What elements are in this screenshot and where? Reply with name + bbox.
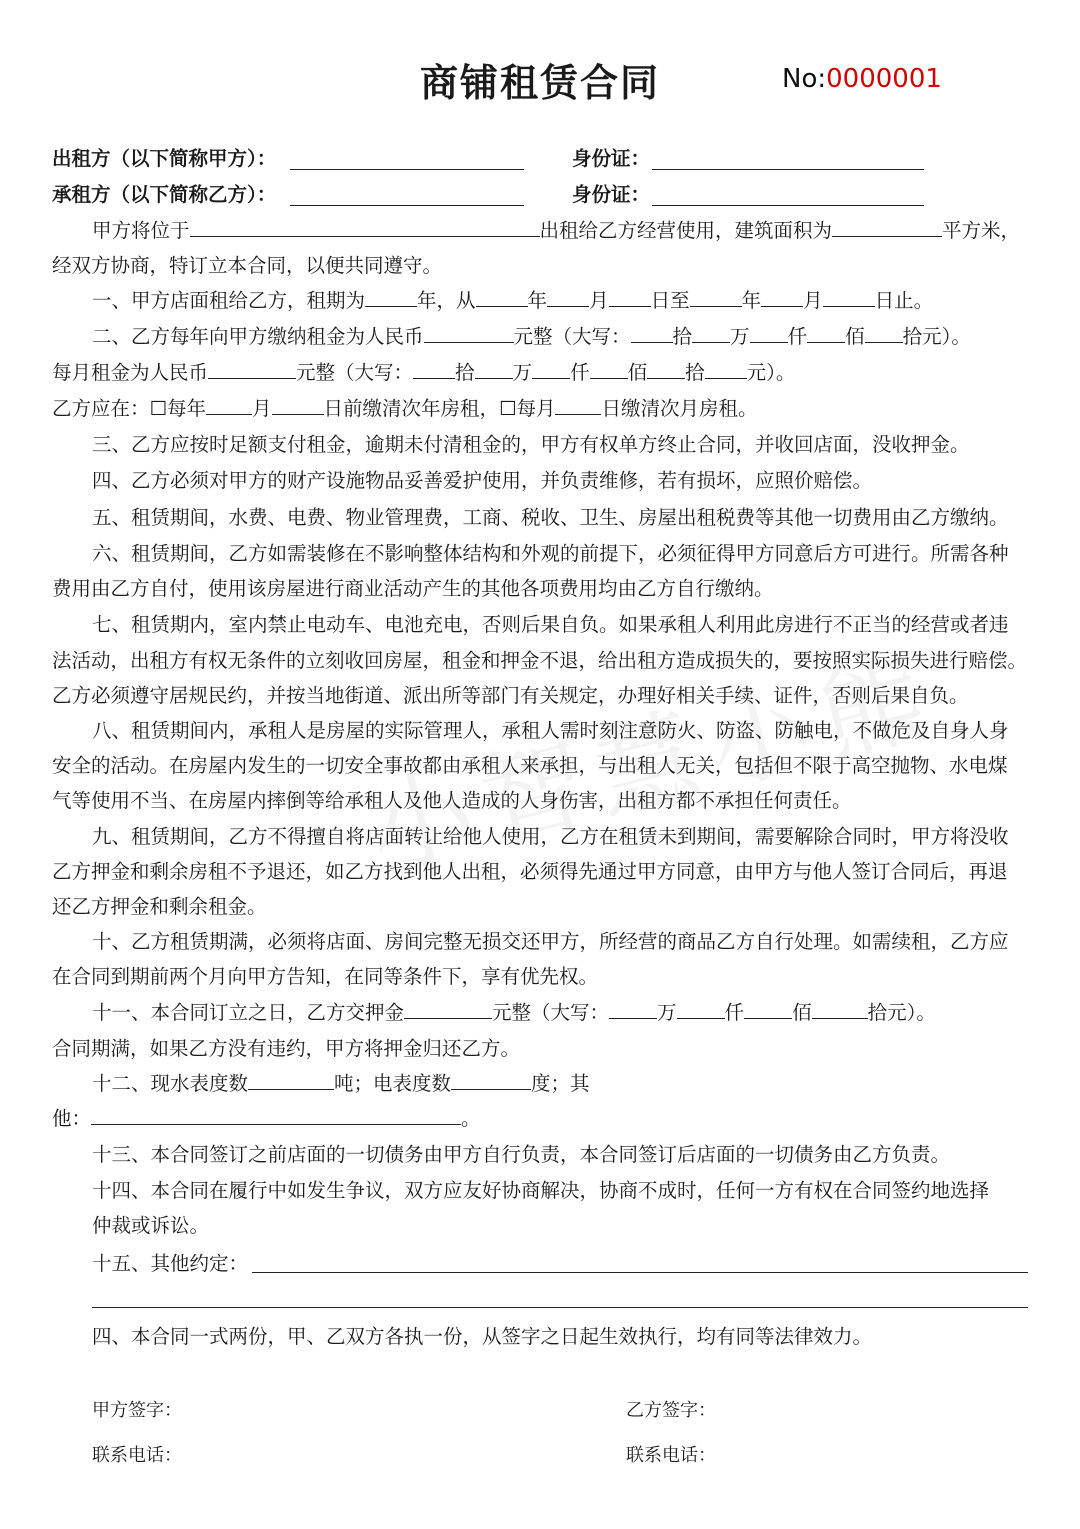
other-terms-field-line-2[interactable] bbox=[92, 1307, 1028, 1308]
clause-7-line-2: 法活动，出租方有权无条件的立刻收回房屋，租金和押金不退，给出租方造成损失的，要按照实际损失进行赔偿。 bbox=[52, 649, 1028, 672]
clause-9-line-2: 乙方押金和剩余房租不予退还，如乙方找到他人出租，必须得先通过甲方同意，由甲方与他人签订合同后，再退 bbox=[52, 860, 1008, 883]
clause-15-label: 十五、其他约定： bbox=[92, 1252, 249, 1275]
clause-2-annual: 二、乙方每年向甲方缴纳租金为人民币 元整（大写： 拾 万 仟 佰 拾元）。 bbox=[92, 325, 971, 348]
party-a-name-field[interactable] bbox=[290, 169, 524, 170]
term-years-field[interactable] bbox=[365, 288, 417, 307]
party-a-id-label: 身份证： bbox=[572, 147, 651, 170]
clause-9-line-3: 还乙方押金和剩余租金。 bbox=[52, 895, 267, 918]
party-a-row bbox=[52, 146, 276, 172]
clause-12: 十二、现水表度数 吨；电表度数 度；其 bbox=[92, 1072, 590, 1095]
area-field[interactable] bbox=[832, 218, 942, 237]
clause-7-line-3: 乙方必须遵守居规民约，并按当地街道、派出所等部门有关规定，办理好相关手续、证件，否则后果自负。 bbox=[52, 684, 969, 707]
clause-12-line-2: 他： 。 bbox=[52, 1107, 481, 1130]
clause-11-line-2: 合同期满，如果乙方没有违约，甲方将押金归还乙方。 bbox=[52, 1037, 521, 1060]
annual-rent-field[interactable] bbox=[424, 324, 514, 343]
contract-number-value: 0000001 bbox=[826, 64, 942, 94]
party-a-phone-label: 联系电话： bbox=[92, 1445, 182, 1466]
clause-7-line-1: 七、租赁期内，室内禁止电动车、电池充电，否则后果自负。如果承租人利用此房进行不正当的经营或者违 bbox=[92, 613, 1009, 636]
clause-2-monthly: 每月租金为人民币 元整（大写： 拾 万 仟 佰 拾 元）。 bbox=[52, 361, 796, 384]
start-day-field[interactable] bbox=[609, 288, 651, 307]
clause-8-line-3: 气等使用不当、在房屋内摔倒等给承租人及他人造成的人身伤害，出租方都不承担任何责任。 bbox=[52, 789, 852, 812]
clause-6-line-1: 六、租赁期间，乙方如需装修在不影响整体结构和外观的前提下，必须征得甲方同意后方可进行。所需各种 bbox=[92, 542, 1009, 565]
end-month-field[interactable] bbox=[761, 288, 803, 307]
start-year-field[interactable] bbox=[476, 288, 528, 307]
party-b-signature-label: 乙方签字： bbox=[626, 1400, 716, 1421]
party-b-phone-label: 联系电话： bbox=[626, 1445, 716, 1466]
party-b-label: 承租方（以下简称乙方）： bbox=[52, 183, 277, 206]
electric-meter-field[interactable] bbox=[451, 1071, 531, 1090]
water-meter-field[interactable] bbox=[248, 1071, 334, 1090]
party-b-id-label: 身份证： bbox=[572, 183, 651, 206]
party-a-id-field[interactable] bbox=[652, 169, 924, 170]
clause-10-line-2: 在合同到期前两个月向甲方告知，在同等条件下，享有优先权。 bbox=[52, 965, 599, 988]
other-meter-field[interactable] bbox=[91, 1106, 461, 1125]
clause-2-payment: 乙方应在：☐每年 月 日前缴清次年房租，☐每月 日缴清次月房租。 bbox=[52, 397, 758, 420]
end-day-field[interactable] bbox=[823, 288, 875, 307]
party-b-name-field[interactable] bbox=[290, 205, 524, 206]
intro-line-1: 甲方将位于 出租给乙方经营使用，建筑面积为 平方米， bbox=[92, 219, 1021, 242]
clause-11: 十一、本合同订立之日，乙方交押金 元整（大写： 万 仟 佰 拾元）。 bbox=[92, 1001, 936, 1024]
clause-8-line-1: 八、租赁期间内，承租人是房屋的实际管理人，承租人需时刻注意防火、防盗、防触电，不做危及自身人身 bbox=[92, 719, 1009, 742]
clause-6-line-2: 费用由乙方自付，使用该房屋进行商业活动产生的其他各项费用均由乙方自行缴纳。 bbox=[52, 577, 774, 600]
clause-1: 一、甲方店面租给乙方，租期为 年，从 年 月 日至 年 月 日止。 bbox=[92, 289, 934, 312]
location-field[interactable] bbox=[190, 218, 540, 237]
clause-10-line-1: 十、乙方租赁期满，必须将店面、房间完整无损交还甲方，所经营的商品乙方自行处理。如需续租，乙方应 bbox=[92, 930, 1009, 953]
deposit-field[interactable] bbox=[404, 1000, 492, 1019]
party-a-label: 出租方（以下简称甲方）： bbox=[52, 147, 277, 170]
page-title: 商铺租赁合同 bbox=[419, 61, 660, 105]
end-year-field[interactable] bbox=[690, 288, 742, 307]
clause-14-line-2: 仲裁或诉讼。 bbox=[92, 1214, 210, 1237]
clause-5: 五、租赁期间，水费、电费、物业管理费，工商、税收、卫生、房屋出租税费等其他一切费用由乙方缴纳。 bbox=[92, 506, 1009, 529]
start-month-field[interactable] bbox=[547, 288, 589, 307]
party-a-signature-label: 甲方签字： bbox=[92, 1400, 182, 1421]
clause-3: 三、乙方应按时足额支付租金，逾期未付清租金的，甲方有权单方终止合同，并收回店面，没收押金。 bbox=[92, 433, 970, 456]
contract-number bbox=[782, 64, 942, 94]
contract-number-label: No: bbox=[782, 64, 827, 94]
party-b-row bbox=[52, 182, 276, 208]
clause-9-line-1: 九、租赁期间，乙方不得擅自将店面转让给他人使用，乙方在租赁未到期间，需要解除合同时，甲方将没收 bbox=[92, 825, 1009, 848]
clause-13: 十三、本合同签订之前店面的一切债务由甲方自行负责，本合同签订后店面的一切债务由乙方负责。 bbox=[92, 1143, 951, 1166]
intro-line-2: 经双方协商，特订立本合同，以便共同遵守。 bbox=[52, 254, 443, 277]
party-b-id-field[interactable] bbox=[652, 205, 924, 206]
clause-8-line-2: 安全的活动。在房屋内发生的一切安全事故都由承租人来承担，与出租人无关，包括但不限于高空抛物、水电煤 bbox=[52, 754, 1008, 777]
final-clause: 四、本合同一式两份，甲、乙双方各执一份，从签字之日起生效执行，均有同等法律效力。 bbox=[92, 1325, 873, 1348]
clause-14-line-1: 十四、本合同在履行中如发生争议，双方应友好协商解决，协商不成时，任何一方有权在合同签约地选择 bbox=[92, 1179, 990, 1202]
monthly-rent-field[interactable] bbox=[208, 360, 296, 379]
clause-4: 四、乙方必须对甲方的财产设施物品妥善爱护使用，并负责维修，若有损坏，应照价赔偿。 bbox=[92, 469, 873, 492]
other-terms-field-line-1[interactable] bbox=[252, 1272, 1028, 1273]
